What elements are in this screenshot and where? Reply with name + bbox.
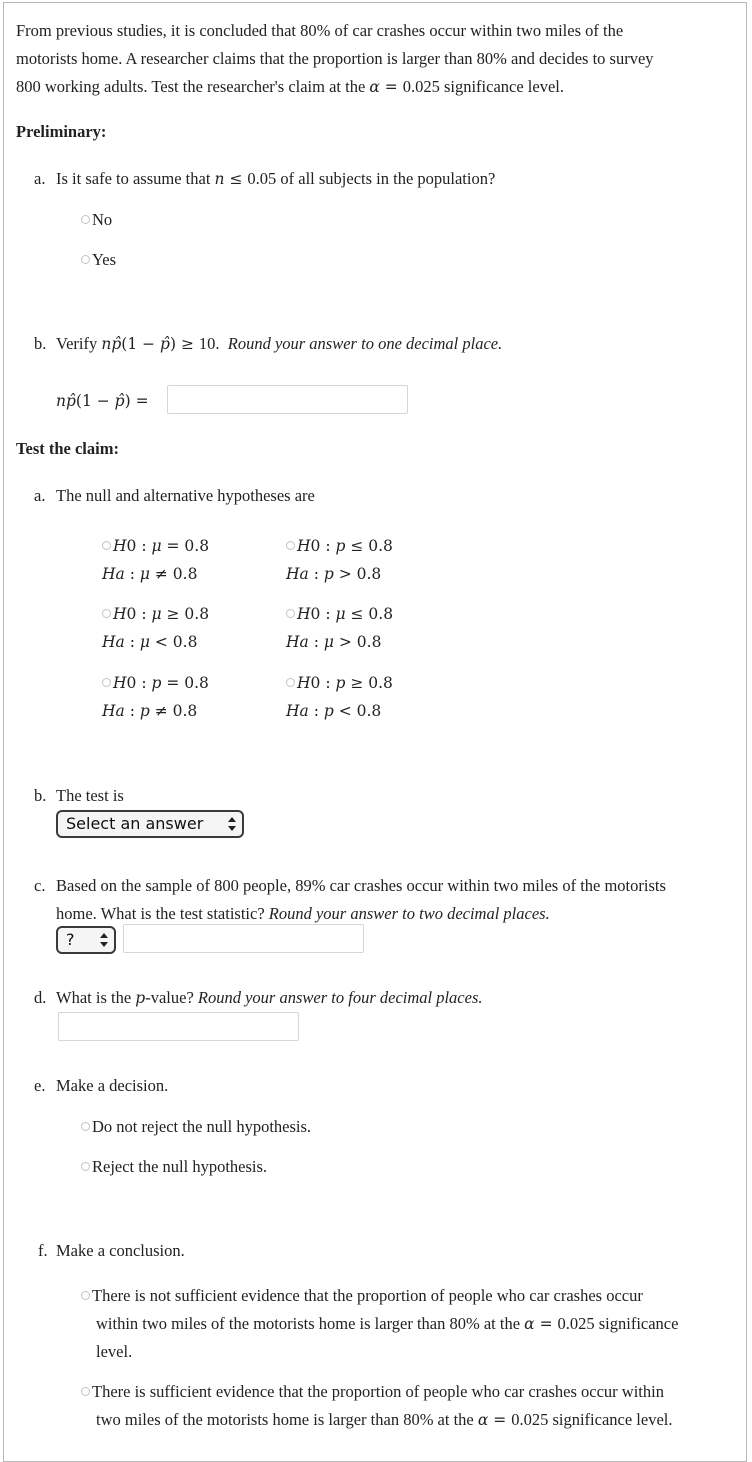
hypothesis-option-3[interactable]: H0 : μ ≥ 0.8 Ha : μ < 0.8 — [102, 605, 210, 651]
prelim-a-option-no[interactable]: No — [81, 210, 112, 230]
radio-not-sufficient[interactable] — [81, 1291, 90, 1300]
p-value-input[interactable] — [58, 1012, 299, 1041]
radio-hyp-4[interactable] — [286, 609, 295, 618]
decision-option-do-not-reject[interactable]: Do not reject the null hypothesis. — [81, 1117, 311, 1137]
radio-sufficient[interactable] — [81, 1387, 90, 1396]
npq-expression-label: np̂(1 − p̂) = — [56, 392, 149, 410]
radio-hyp-3[interactable] — [102, 609, 111, 618]
hypothesis-option-5[interactable]: H0 : p = 0.8 Ha : p ≠ 0.8 — [102, 674, 209, 720]
radio-no[interactable] — [81, 215, 90, 224]
test-question-e: e. Make a decision. — [34, 1076, 169, 1095]
radio-hyp-5[interactable] — [102, 678, 111, 687]
intro-text — [16, 17, 654, 101]
hypothesis-option-4[interactable]: H0 : μ ≤ 0.8 Ha : μ > 0.8 — [286, 605, 394, 651]
intro-line-2: motorists home. A researcher claims that the proportion is larger than 80% and decides to survey — [16, 49, 654, 68]
test-question-f: f. Make a conclusion. — [38, 1241, 185, 1260]
prelim-question-a: a. Is it safe to assume that n ≤ 0.05 of all subjects in the population? — [34, 169, 496, 188]
intro-line-1: From previous studies, it is concluded that 80% of car crashes occur within two miles of the — [16, 21, 624, 40]
hypothesis-option-2[interactable]: H0 : p ≤ 0.8 Ha : p > 0.8 — [286, 537, 393, 583]
test-statistic-select[interactable]: ? — [56, 926, 116, 954]
select-arrows-icon — [100, 933, 108, 947]
test-question-a: a. The null and alternative hypotheses are — [34, 486, 315, 505]
radio-do-not-reject[interactable] — [81, 1122, 90, 1131]
select-arrows-icon — [228, 817, 236, 831]
intro-line-3: 800 working adults. Test the researcher's claim at the α = 0.025 significance level. — [16, 77, 564, 96]
test-claim-heading: Test the claim: — [16, 439, 119, 458]
preliminary-heading: Preliminary: — [16, 122, 107, 141]
test-statistic-input[interactable] — [123, 924, 364, 953]
test-question-b: b. The test is — [34, 786, 124, 805]
hypothesis-option-1[interactable]: H0 : μ = 0.8 Ha : μ ≠ 0.8 — [102, 537, 210, 583]
test-question-c: c. Based on the sample of 800 people, 89% car crashes occur within two miles of the motorists home. What is the test statistic? Round your answer to two decimal places. — [34, 876, 666, 923]
radio-yes[interactable] — [81, 255, 90, 264]
npq-input[interactable] — [167, 385, 408, 414]
radio-hyp-6[interactable] — [286, 678, 295, 687]
test-question-d: d. What is the p-value? Round your answer to four decimal places. — [34, 988, 483, 1007]
radio-hyp-2[interactable] — [286, 541, 295, 550]
hypothesis-option-6[interactable]: H0 : p ≥ 0.8 Ha : p < 0.8 — [286, 674, 393, 720]
conclusion-option-sufficient[interactable]: There is sufficient evidence that the proportion of people who car crashes occur within two miles of the motorists home is larger than 80% at the α = 0.025 significance level. — [81, 1378, 672, 1434]
prelim-a-option-yes[interactable]: Yes — [81, 250, 116, 270]
radio-hyp-1[interactable] — [102, 541, 111, 550]
conclusion-option-not-sufficient[interactable]: There is not sufficient evidence that the proportion of people who car crashes occur within two miles of the motorists home is larger than 80% at the α = 0.025 significance level. — [81, 1282, 678, 1366]
test-type-select[interactable]: Select an answer — [56, 810, 244, 838]
prelim-question-b: b. Verify np̂(1 − p̂) ≥ 10. Round your answer to one decimal place. — [34, 334, 503, 353]
radio-reject[interactable] — [81, 1162, 90, 1171]
decision-option-reject[interactable]: Reject the null hypothesis. — [81, 1157, 267, 1177]
